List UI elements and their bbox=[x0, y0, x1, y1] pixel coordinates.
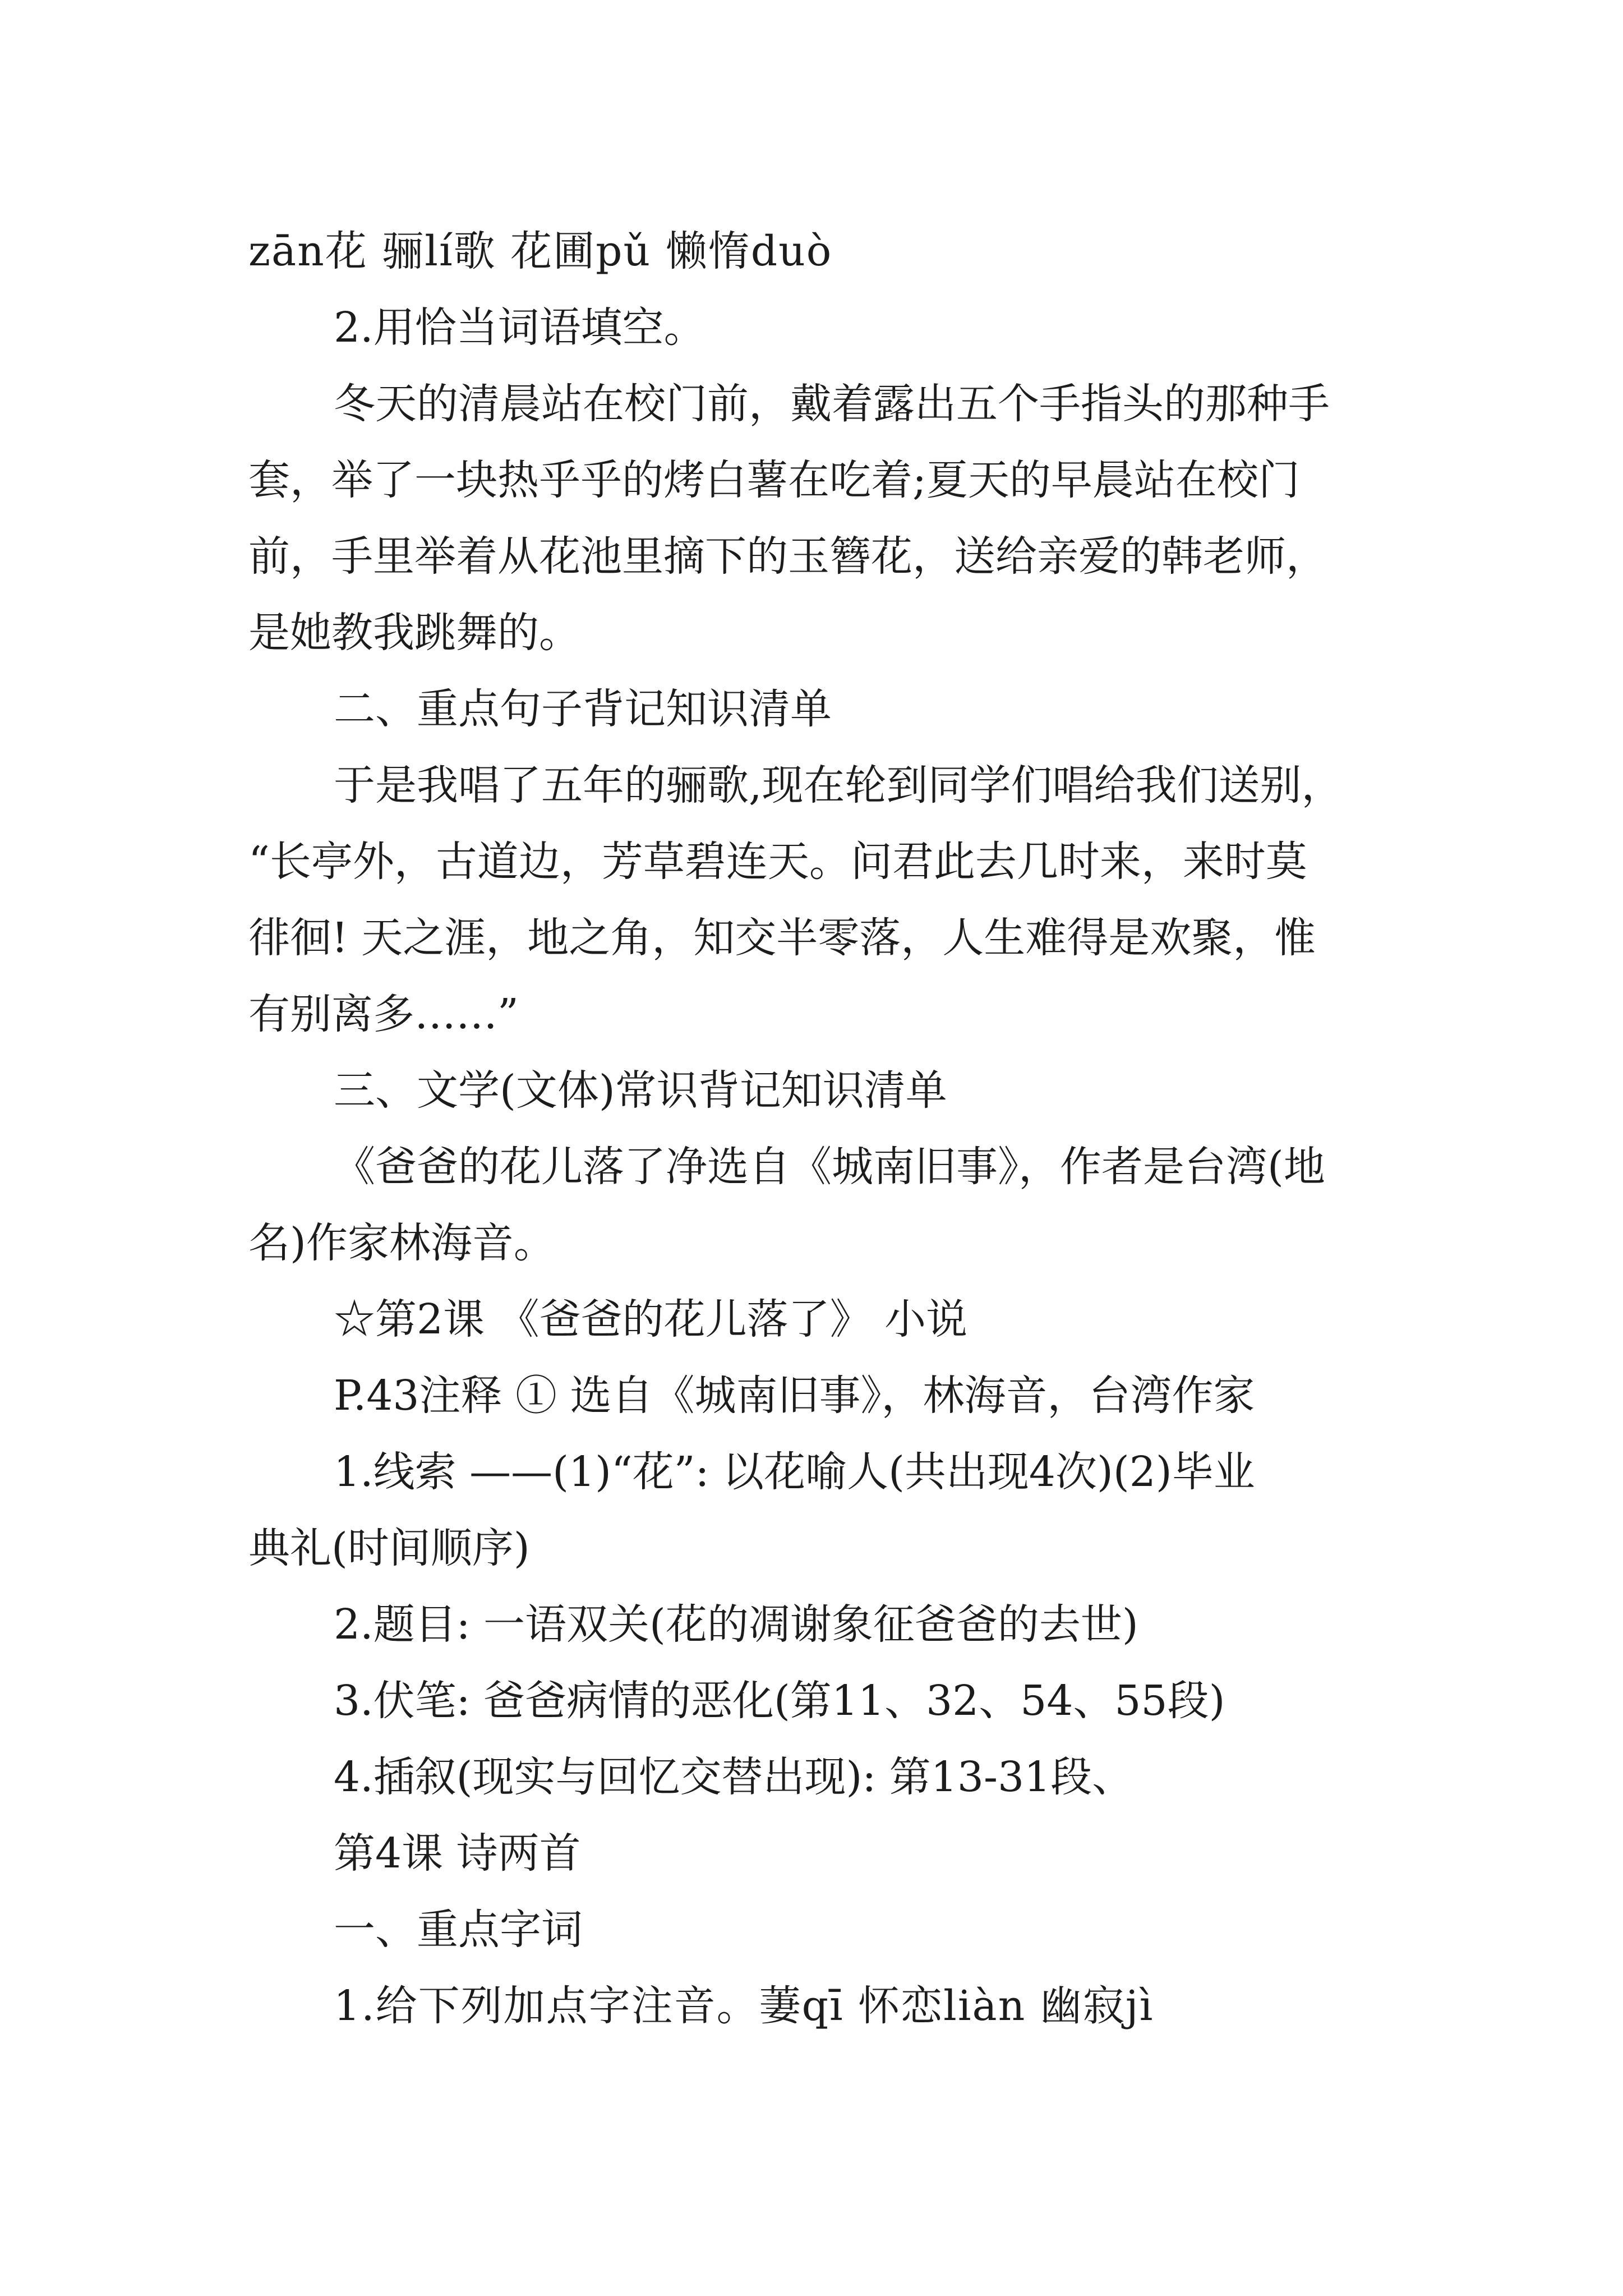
document-body bbox=[248, 213, 1387, 2044]
paragraph-line: 名)作家林海音。 bbox=[248, 1219, 555, 1267]
list-item-continuation: 典礼(时间顺序) bbox=[248, 1524, 530, 1572]
lesson-heading: ☆第2课 《爸爸的花儿落了》 小说 bbox=[334, 1295, 968, 1343]
lesson-heading: 第4课 诗两首 bbox=[334, 1829, 581, 1878]
paragraph-line: 套，举了一块热乎乎的烤白薯在吃着;夏天的早晨站在校门 bbox=[248, 456, 1300, 504]
paragraph-line: 于是我唱了五年的骊歌,现在轮到同学们唱给我们送别， bbox=[334, 761, 1343, 809]
paragraph-line: “长亭外，古道边，芳草碧连天。问君此去几时来，来时莫 bbox=[248, 838, 1307, 886]
paragraph-line: 冬天的清晨站在校门前，戴着露出五个手指头的那种手 bbox=[334, 380, 1330, 428]
paragraph-line: 有别离多……” bbox=[248, 990, 519, 1038]
pinyin-answer-line: zān花 骊lí歌 花圃pǔ 懒惰duò bbox=[248, 227, 833, 275]
section-heading: 一、重点字词 bbox=[334, 1906, 583, 1954]
exercise-line: 1.给下列加点字注音。萋qī 怀恋liàn 幽寂jì bbox=[334, 1982, 1154, 2030]
paragraph-line: 徘徊! 天之涯，地之角，知交半零落，人生难得是欢聚，惟 bbox=[248, 914, 1316, 962]
list-item: 3.伏笔: 爸爸病情的恶化(第11、32、54、55段) bbox=[334, 1677, 1225, 1725]
paragraph-line: 《爸爸的花儿落了净选自《城南旧事》，作者是台湾(地 bbox=[334, 1143, 1325, 1191]
list-item: 4.插叙(现实与回忆交替出现): 第13-31段、 bbox=[334, 1753, 1134, 1801]
paragraph-line: 前，手里举着从花池里摘下的玉簪花，送给亲爱的韩老师， bbox=[248, 532, 1327, 581]
section-heading: 二、重点句子背记知识清单 bbox=[334, 685, 832, 733]
list-item: 2.题目: 一语双关(花的凋谢象征爸爸的去世) bbox=[334, 1600, 1138, 1649]
note-line: P.43注释 ① 选自《城南旧事》，林海音，台湾作家 bbox=[334, 1372, 1255, 1420]
exercise-heading: 2.用恰当词语填空。 bbox=[334, 303, 706, 352]
section-heading: 三、文学(文体)常识背记知识清单 bbox=[334, 1066, 947, 1115]
paragraph-line: 是她教我跳舞的。 bbox=[248, 609, 580, 657]
list-item: 1.线索 ——(1)“花”: 以花喻人(共出现4次)(2)毕业 bbox=[334, 1448, 1255, 1496]
